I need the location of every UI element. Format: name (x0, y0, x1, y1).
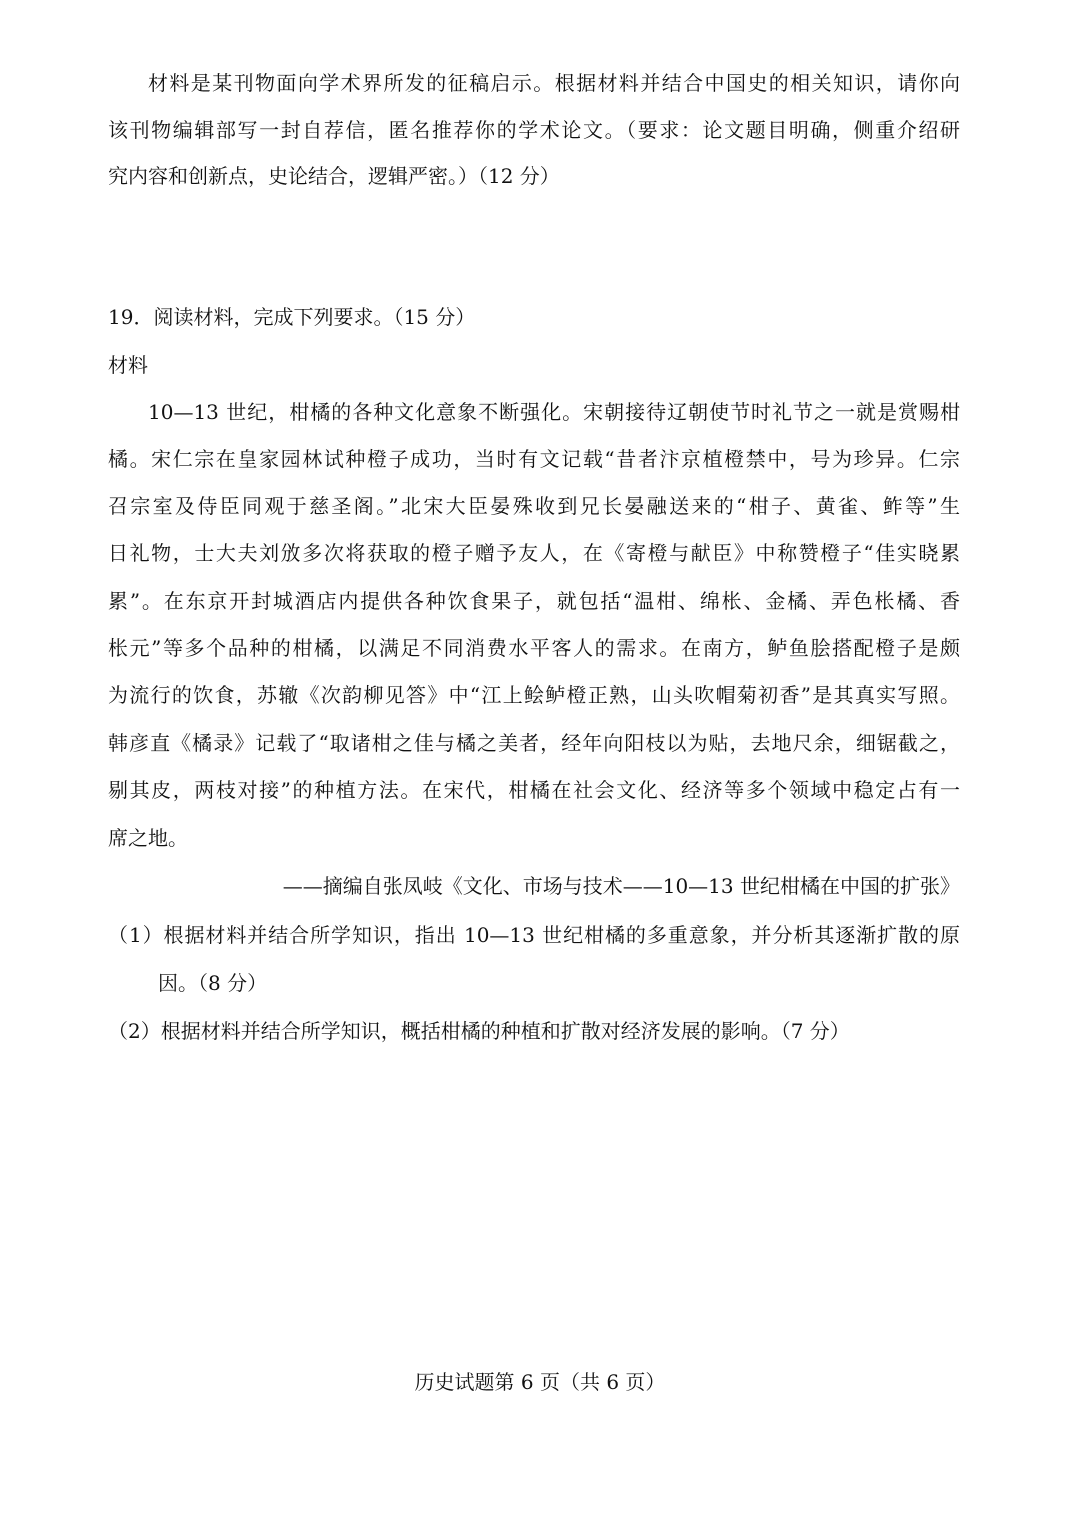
paragraph-line-2: 橘。宋仁宗在皇家园林试种橙子成功，当时有文记载“昔者汴京植橙禁中，号为珍异。仁宗 (108, 447, 960, 471)
paragraph-line-7: 为流行的饮食，苏辙《次韵柳见答》中“江上鲙鲈橙正熟，山头吹帽菊初香”是其真实写照。 (108, 683, 960, 707)
paragraph-line-4: 日礼物，士大夫刘攽多次将获取的橙子赠予友人，在《寄橙与献臣》中称赞橙子“佳实晓累 (108, 541, 960, 565)
page-footer: 历史试题第 6 页（共 6 页） (414, 1370, 666, 1394)
material-source: ——摘编自张凤岐《文化、市场与技术——10—13 世纪柑橘在中国的扩张》 (282, 874, 960, 898)
paragraph-line-3: 召宗室及侍臣同观于慈圣阁。”北宋大臣晏殊收到兄长晏融送来的“柑子、黄雀、鲊等”生 (108, 494, 960, 518)
prev-material-line-3: 究内容和创新点，史论结合，逻辑严密。）（12 分） (108, 164, 560, 188)
sub-question-1-line-1: （1）根据材料并结合所学知识，指出 10—13 世纪柑橘的多重意象，并分析其逐渐扩散的原 (108, 923, 960, 947)
prev-material-line-2: 该刊物编辑部写一封自荐信，匿名推荐你的学术论文。（要求：论文题目明确，侧重介绍研 (108, 118, 960, 142)
sub-question-1-line-2: 因。（8 分） (158, 971, 268, 995)
paragraph-line-5: 累”。在东京开封城酒店内提供各种饮食果子，就包括“温柑、绵枨、金橘、弄色枨橘、香 (108, 589, 960, 613)
material-label: 材料 (108, 353, 148, 377)
paragraph-line-10: 席之地。 (108, 826, 188, 850)
paragraph-line-6: 枨元”等多个品种的柑橘，以满足不同消费水平客人的需求。在南方，鲈鱼脍搭配橙子是颇 (108, 636, 960, 660)
prev-material-line-1: 材料是某刊物面向学术界所发的征稿启示。根据材料并结合中国史的相关知识，请你向 (148, 71, 960, 95)
paragraph-line-1: 10—13 世纪，柑橘的各种文化意象不断强化。宋朝接待辽朝使节时礼节之一就是赏赐柑 (148, 400, 960, 424)
paragraph-line-9: 剔其皮，两枝对接”的种植方法。在宋代，柑橘在社会文化、经济等多个领域中稳定占有一 (108, 778, 960, 802)
sub-question-2: （2）根据材料并结合所学知识，概括柑橘的种植和扩散对经济发展的影响。（7 分） (108, 1019, 850, 1043)
question-19-title: 19．阅读材料，完成下列要求。（15 分） (108, 305, 476, 329)
paragraph-line-8: 韩彦直《橘录》记载了“取诸柑之佳与橘之美者，经年向阳枝以为贴，去地尺余，细锯截之， (108, 731, 960, 755)
